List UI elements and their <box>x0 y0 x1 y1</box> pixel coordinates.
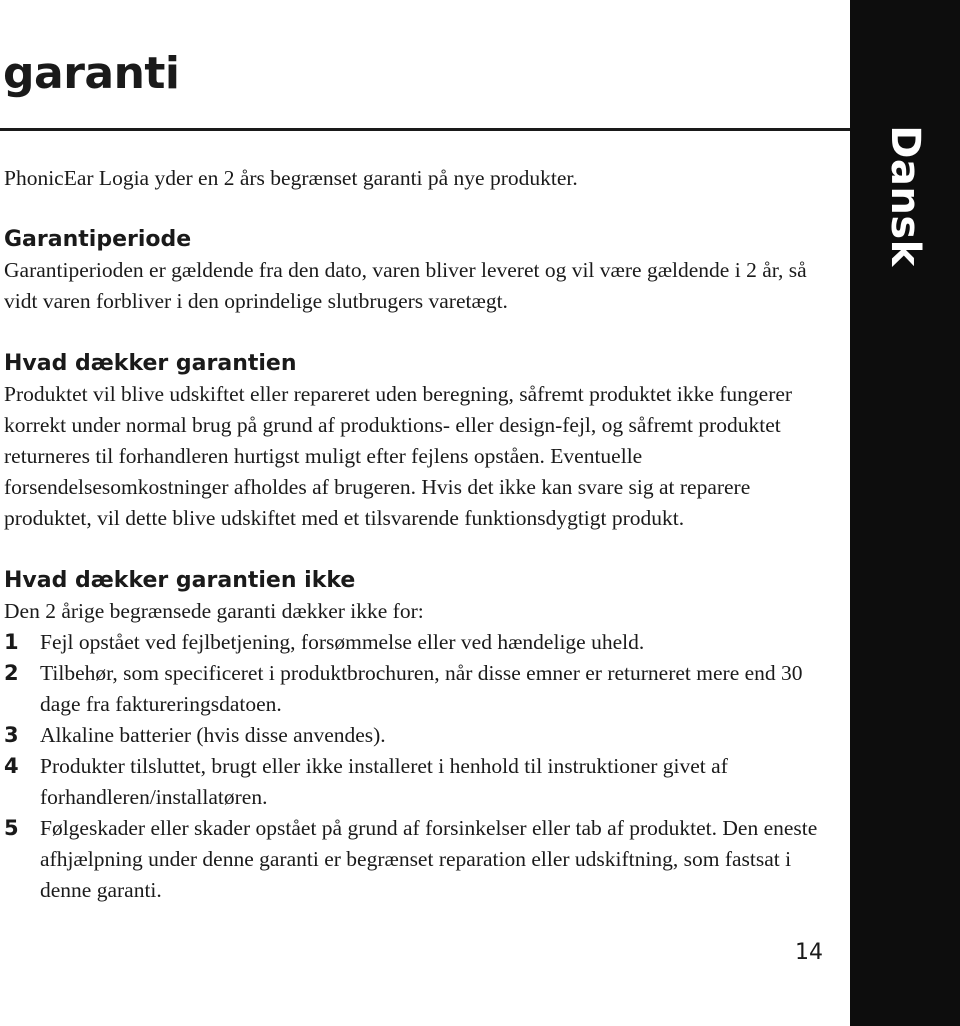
list-item-number: 5 <box>4 816 19 840</box>
list-item <box>4 751 834 813</box>
section-coverage <box>4 348 834 534</box>
page-number: 14 <box>795 940 823 965</box>
title-divider <box>0 128 851 131</box>
section-exclusions <box>4 565 834 906</box>
list-item-text: Følgeskader eller skader opstået på grund af forsinkelser eller tab af produktet. Den eneste afhjælpning under denne garanti er begrænset reparation eller udskiftning, som fastsat i denne garanti. <box>40 816 818 902</box>
exclusion-list <box>4 627 834 906</box>
list-item <box>4 720 834 751</box>
list-item-text: Produkter tilsluttet, brugt eller ikke installeret i henhold til instruktioner givet af forhandleren/installatøren. <box>40 754 728 809</box>
language-tab-label: Dansk <box>882 125 928 267</box>
section-heading: Garantiperiode <box>4 227 192 252</box>
list-item-text: Fejl opstået ved fejlbetjening, forsømmelse eller ved hændelige uheld. <box>40 630 645 654</box>
list-item-number: 1 <box>4 630 19 654</box>
list-item-text: Tilbehør, som specificeret i produktbrochuren, når disse emner er returneret mere end 30 dage fra faktureringsdatoen. <box>40 661 803 716</box>
page-title: garanti <box>3 48 180 99</box>
list-item-number: 4 <box>4 754 19 778</box>
section-paragraph: Den 2 årige begrænsede garanti dækker ikke for: <box>4 599 424 623</box>
list-item <box>4 627 834 658</box>
section-paragraph: Produktet vil blive udskiftet eller repareret uden beregning, såfremt produktet ikke fungerer korrekt under normal brug på grund af produktions- eller design-fejl, og såfremt produktet returneres til forhandleren hurtigst muligt efter fejlens opståen. Eventuelle forsendelsesomkostninger afholdes af brugeren. Hvis det ikke kan svare sig at reparere produktet, vil dette blive udskiftet med et tilsvarende funktionsdygtigt produkt. <box>4 382 793 530</box>
list-item-text: Alkaline batterier (hvis disse anvendes). <box>40 723 386 747</box>
list-item-number: 2 <box>4 661 19 685</box>
section-paragraph: Garantiperioden er gældende fra den dato, varen bliver leveret og vil være gældende i 2 år, så vidt varen forbliver i den oprindelige slutbrugers varetægt. <box>4 258 807 313</box>
section-warranty-period <box>4 224 834 317</box>
list-item <box>4 658 834 720</box>
section-heading: Hvad dækker garantien ikke <box>4 568 356 593</box>
language-tab <box>850 0 960 1026</box>
intro-paragraph: PhonicEar Logia yder en 2 års begrænset garanti på nye produkter. <box>4 166 578 190</box>
section-heading: Hvad dækker garantien <box>4 351 297 376</box>
list-item <box>4 813 834 906</box>
list-item-number: 3 <box>4 723 19 747</box>
document-body <box>4 163 834 937</box>
